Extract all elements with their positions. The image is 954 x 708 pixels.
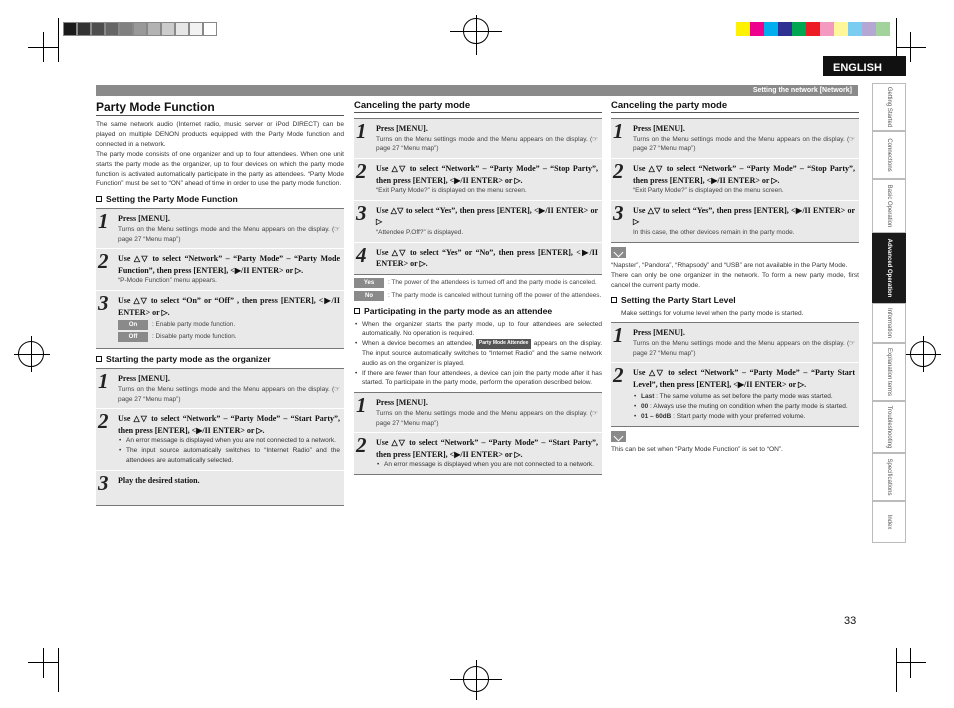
step-item: 1 Press [MENU]. Turns on the Menu settings mode and the Menu appears on the display. (☞page 27 “Menu map”) bbox=[96, 369, 344, 409]
cancel-heading: Canceling the party mode bbox=[354, 100, 602, 113]
breadcrumb: Setting the network [Network] bbox=[752, 87, 852, 94]
step-item: 2 Use △▽ to select “Network” – “Party Mode” – “Stop Party”, then press [ENTER], <▶/II ENTER> or ▷. “Exit Party Mode?” is displayed on the menu screen. bbox=[354, 159, 602, 201]
attendee-heading: Participating in the party mode as an attendee bbox=[354, 306, 602, 316]
party-start-level-intro: Make settings for volume level when the party mode is started. bbox=[621, 310, 804, 318]
column-cancel-and-level bbox=[611, 100, 859, 455]
option-row: On : Enable party mode function. bbox=[118, 320, 340, 330]
option-row: No : The party mode is canceled without turning off the power of the attendees. bbox=[354, 291, 602, 301]
checkbox-square-icon bbox=[96, 196, 102, 202]
section-header-bar bbox=[96, 85, 858, 96]
option-row: Off : Disable party mode function. bbox=[118, 332, 340, 342]
step-item: 2 Use △▽ to select “Network” – “Party Mode” – “Start Party”, then press [ENTER], <▶/II ENTER> or ▷. • An error message is displayed when you are not connected to a network. • The input source automatically switches to “Internet Radio” and the attendees are automatically selected. bbox=[96, 409, 344, 470]
step-item: 3 Use △▽ to select “On” or “Off” , then press [ENTER], <▶/II ENTER> or ▷. On : Enable party mode function. Off : Disable party mode function. bbox=[96, 291, 344, 348]
step-item: 2 Use △▽ to select “Network” – “Party Mode” – “Stop Party”, then press [ENTER], <▶/II ENTER> or ▷. “Exit Party Mode?” is displayed on the menu screen. bbox=[611, 159, 859, 201]
page-title: Party Mode Function bbox=[96, 100, 344, 116]
step-item: 1 Press [MENU]. Turns on the Menu settings mode and the Menu appears on the display. (☞page 27 “Menu map”) bbox=[96, 209, 344, 249]
setting-steps bbox=[96, 208, 344, 349]
setting-heading: Setting the Party Mode Function bbox=[96, 194, 344, 204]
language-label: ENGLISH bbox=[823, 56, 906, 76]
step-item: 2 Use △▽ to select “Network” – “Party Mode” – “Party Start Level”, then press [ENTER], <▶/II ENTER> or ▷. • Last : The same volume as set before the party mode was started. • 00 : Always use the muting on condition when the party mode is started. • 01 – 60dB : Start party mode with your preferred volume. bbox=[611, 363, 859, 425]
checkbox-square-icon bbox=[96, 356, 102, 362]
step-item: 3 Use △▽ to select “Yes”, then press [ENTER], <▶/II ENTER> or ▷ “Attendee P.Off?” is displayed. bbox=[354, 201, 602, 243]
side-tab-explanation-terms[interactable]: Explanation terms bbox=[872, 343, 906, 401]
party-start-level-heading: Setting the Party Start Level bbox=[611, 295, 859, 305]
column-party-mode-function bbox=[96, 100, 344, 506]
note-text: There can only be one organizer in the network. To form a new party mode, first cancel the current party mode. bbox=[611, 271, 859, 289]
step-item: 1 Press [MENU]. Turns on the Menu settings mode and the Menu appears on the display. (☞page 27 “Menu map”) bbox=[354, 393, 602, 433]
step-item: 1 Press [MENU]. Turns on the Menu settings mode and the Menu appears on the display. (☞page 27 “Menu map”) bbox=[354, 119, 602, 159]
note-text: “Napster”, “Pandora”, “Rhapsody” and “USB” are not available in the Party Mode. bbox=[611, 261, 848, 269]
organizer-steps bbox=[96, 368, 344, 505]
step-item: 2 Use △▽ to select “Network” – “Party Mode” – “Party Mode Function”, then press [ENTER], <▶/II ENTER> or ▷. “P-Mode Function” menu appears. bbox=[96, 249, 344, 291]
note-pencil-icon bbox=[611, 247, 626, 258]
side-tab-connections[interactable]: Connections bbox=[872, 131, 906, 179]
cancel-steps bbox=[611, 118, 859, 243]
side-tab-getting-started[interactable]: Getting Started bbox=[872, 83, 906, 131]
attendee-bullets: • When the organizer starts the party mode, up to four attendees are selected automatically. No operation is required. • When a device becomes an attendee, Party Mode Attendee appears on the display. The input source automatically switches to “Internet Radio” and the same network audio as on the organizer is played. • If there are fewer than four attendees, a device can join the party mode after it has started. To participate in the party mode, perform the operation described below. bbox=[354, 320, 602, 389]
cancel-steps bbox=[354, 118, 602, 275]
side-tab-basic-operation[interactable]: Basic Operation bbox=[872, 179, 906, 233]
party-mode-attendee-tag: Party Mode Attendee bbox=[476, 339, 532, 349]
level-steps bbox=[611, 322, 859, 426]
cancel-heading: Canceling the party mode bbox=[611, 100, 859, 113]
column-cancel-and-attend bbox=[354, 100, 602, 475]
page-number: 33 bbox=[844, 615, 857, 627]
note-text: This can be set when “Party Mode Function” is set to “ON”. bbox=[611, 445, 783, 453]
step-item: 3 Use △▽ to select “Yes”, then press [ENTER], <▶/II ENTER> or ▷ In this case, the other devices remain in the party mode. bbox=[611, 201, 859, 242]
side-tab-specifications[interactable]: Specifications bbox=[872, 453, 906, 501]
checkbox-square-icon bbox=[611, 297, 617, 303]
step-item: 4 Use △▽ to select “Yes” or “No”, then press [ENTER], <▶/II ENTER> or ▷. bbox=[354, 243, 602, 274]
note-pencil-icon bbox=[611, 431, 626, 442]
step-item: 1 Press [MENU]. Turns on the Menu settings mode and the Menu appears on the display. (☞page 27 “Menu map”) bbox=[611, 119, 859, 159]
checkbox-square-icon bbox=[354, 308, 360, 314]
organizer-heading: Starting the party mode as the organizer bbox=[96, 354, 344, 364]
side-tab-troubleshooting[interactable]: Troubleshooting bbox=[872, 401, 906, 453]
side-tab-bar bbox=[872, 83, 906, 543]
step-item: 1 Press [MENU]. Turns on the Menu settings mode and the Menu appears on the display. (☞page 27 “Menu map”) bbox=[611, 323, 859, 363]
intro-paragraph-1: The same network audio (Internet radio, music server or iPod DIRECT) can be played on multiple DENON products equipped with the Party Mode function and connected in a network. bbox=[96, 121, 344, 148]
side-tab-advanced-operation[interactable]: Advanced Operation bbox=[872, 233, 906, 303]
side-tab-information[interactable]: Information bbox=[872, 303, 906, 343]
step-item: 3 Play the desired station. bbox=[96, 471, 344, 505]
option-row: Yes : The power of the attendees is turned off and the party mode is canceled. bbox=[354, 278, 602, 288]
step-item: 2 Use △▽ to select “Network” – “Party Mode” – “Start Party”, then press [ENTER], <▶/II ENTER> or ▷. • An error message is displayed when you are not connected to a network. bbox=[354, 433, 602, 474]
intro-paragraph-2: The party mode consists of one organizer and up to four attendees. When one unit starts the party mode as the organizer, up to four devices on which the party mode function is activated automatically participate in the party as attendees. “Party Mode Function” must be set to “ON” ahead of time in order to use the party mode function. bbox=[96, 150, 344, 188]
attendee-steps bbox=[354, 392, 602, 475]
side-tab-index[interactable]: Index bbox=[872, 501, 906, 543]
